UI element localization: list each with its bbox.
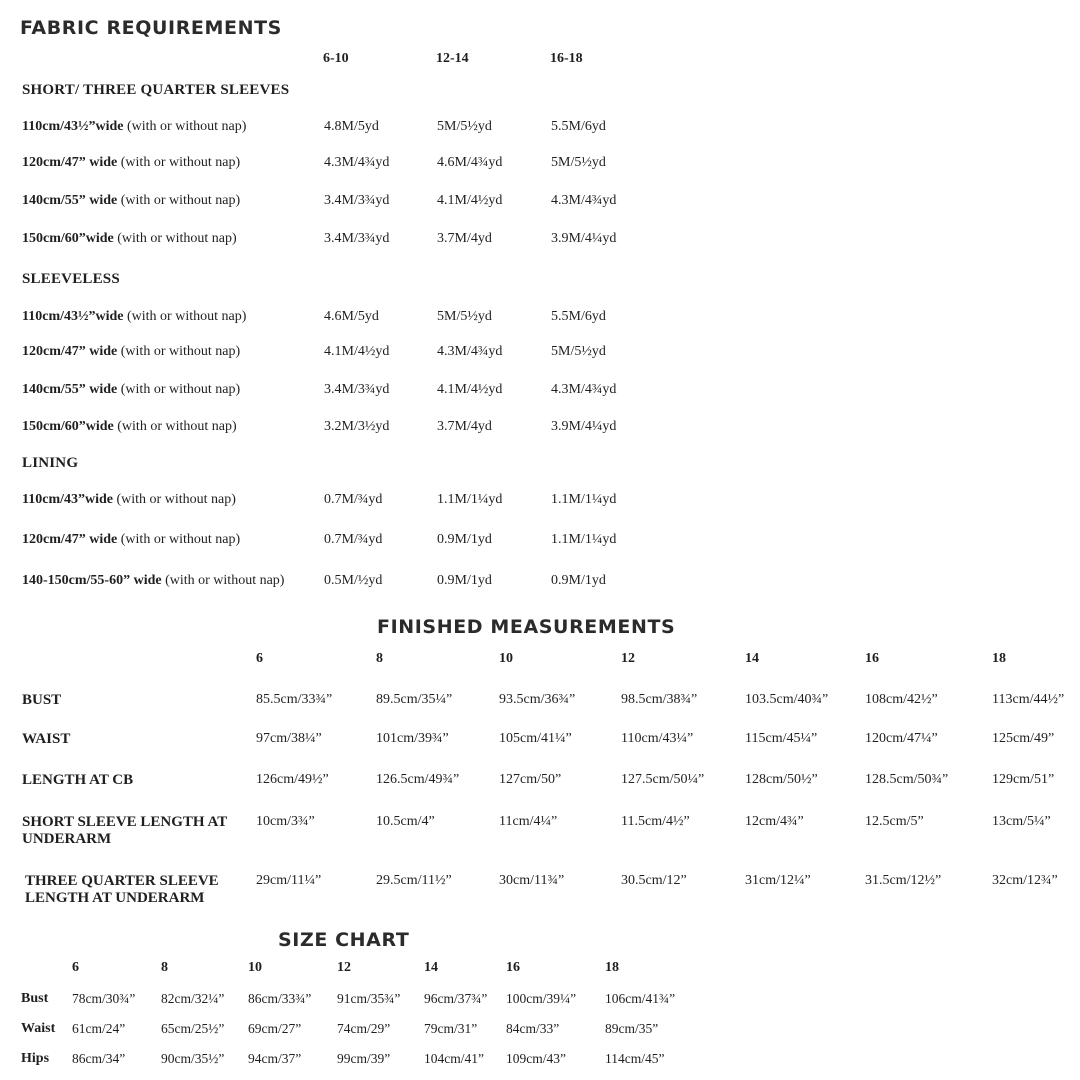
fabric-yardage-cell: 0.9M/1yd (437, 573, 492, 588)
fabric-yardage-cell: 4.3M/4¾yd (551, 382, 617, 397)
nap-note: (with or without nap) (123, 309, 247, 324)
measurement-label: UNDERARM (22, 831, 112, 847)
measurement-cell: 13cm/5¼” (992, 814, 1051, 829)
size-chart-cell: 91cm/35¾” (337, 991, 401, 1006)
size-chart-cell: 114cm/45” (605, 1051, 665, 1066)
fabric-yardage-cell: 3.2M/3½yd (324, 419, 390, 434)
fabric-section-title: SHORT/ THREE QUARTER SLEEVES (22, 82, 290, 98)
size-chart-header: 12 (337, 960, 351, 975)
measurement-cell: 128cm/50½” (745, 772, 818, 787)
size-chart-cell: 69cm/27” (248, 1021, 302, 1036)
fabric-width: 120cm/47” wide (22, 344, 118, 359)
fabric-yardage-cell: 1.1M/1¼yd (551, 492, 617, 507)
size-chart-cell: 82cm/32¼” (161, 991, 225, 1006)
measurement-cell: 125cm/49” (992, 731, 1055, 746)
size-chart-label: Bust (21, 991, 49, 1006)
fabric-width: 150cm/60”wide (22, 231, 114, 246)
measurement-cell: 32cm/12¾” (992, 873, 1058, 888)
measurement-cell: 29.5cm/11½” (376, 873, 452, 888)
measurement-cell: 108cm/42½” (865, 692, 938, 707)
measurement-cell: 105cm/41¼” (499, 731, 572, 746)
size-chart-cell: 94cm/37” (248, 1051, 302, 1066)
measurement-label: THREE QUARTER SLEEVE (25, 873, 219, 889)
nap-note: (with or without nap) (117, 532, 241, 547)
size-chart-cell: 65cm/25½” (161, 1021, 225, 1036)
fabric-width-label (22, 231, 237, 247)
nap-note: (with or without nap) (161, 573, 285, 588)
measurement-cell: 110cm/43¼” (621, 731, 694, 746)
measurement-cell: 29cm/11¼” (256, 873, 322, 888)
fabric-size-header: 16-18 (550, 51, 583, 66)
fabric-yardage-cell: 5M/5½yd (437, 119, 492, 134)
fabric-width-label (22, 382, 240, 398)
measurement-cell: 129cm/51” (992, 772, 1055, 787)
fabric-width: 110cm/43”wide (22, 492, 113, 507)
fabric-width-label (22, 419, 237, 435)
size-chart-cell: 109cm/43” (506, 1051, 566, 1066)
fabric-width: 140cm/55” wide (22, 382, 118, 397)
measurement-cell: 101cm/39¾” (376, 731, 449, 746)
nap-note: (with or without nap) (117, 155, 241, 170)
fabric-width-label (22, 155, 240, 171)
size-chart-cell: 61cm/24” (72, 1021, 126, 1036)
measurement-label: LENGTH AT UNDERARM (25, 890, 205, 906)
measurement-cell: 10cm/3¾” (256, 814, 315, 829)
fabric-width: 120cm/47” wide (22, 155, 118, 170)
measurement-cell: 31cm/12¼” (745, 873, 811, 888)
size-chart-cell: 90cm/35½” (161, 1051, 225, 1066)
fabric-yardage-cell: 1.1M/1¼yd (437, 492, 503, 507)
measurement-cell: 85.5cm/33¾” (256, 692, 333, 707)
measurement-cell: 113cm/44½” (992, 692, 1065, 707)
finished-size-header: 14 (745, 651, 759, 666)
measurement-label: WAIST (22, 731, 71, 747)
fabric-yardage-cell: 5M/5½yd (551, 344, 606, 359)
fabric-yardage-cell: 4.1M/4½yd (437, 382, 503, 397)
fabric-yardage-cell: 0.9M/1yd (437, 532, 492, 547)
fabric-yardage-cell: 5.5M/6yd (551, 309, 606, 324)
size-chart-cell: 89cm/35” (605, 1021, 659, 1036)
size-chart-cell: 106cm/41¾” (605, 991, 676, 1006)
size-chart-cell: 84cm/33” (506, 1021, 560, 1036)
nap-note: (with or without nap) (123, 119, 247, 134)
size-chart-cell: 78cm/30¾” (72, 991, 136, 1006)
fabric-width: 110cm/43½”wide (22, 119, 124, 134)
fabric-width: 140cm/55” wide (22, 193, 118, 208)
fabric-width-label (22, 309, 246, 325)
fabric-yardage-cell: 3.9M/4¼yd (551, 231, 617, 246)
fabric-yardage-cell: 4.3M/4¾yd (437, 344, 503, 359)
nap-note: (with or without nap) (113, 492, 236, 507)
fabric-yardage-cell: 4.6M/4¾yd (437, 155, 503, 170)
fabric-width-label (22, 532, 240, 548)
measurement-cell: 98.5cm/38¾” (621, 692, 698, 707)
measurement-label: SHORT SLEEVE LENGTH AT (22, 814, 228, 830)
nap-note: (with or without nap) (117, 382, 241, 397)
finished-size-header: 18 (992, 651, 1006, 666)
fabric-yardage-cell: 1.1M/1¼yd (551, 532, 617, 547)
fabric-yardage-cell: 4.1M/4½yd (437, 193, 503, 208)
size-chart-cell: 79cm/31” (424, 1021, 478, 1036)
measurement-cell: 30cm/11¾” (499, 873, 565, 888)
measurement-cell: 103.5cm/40¾” (745, 692, 829, 707)
fabric-yardage-cell: 4.3M/4¾yd (324, 155, 390, 170)
fabric-yardage-cell: 4.3M/4¾yd (551, 193, 617, 208)
measurement-cell: 11cm/4¼” (499, 814, 558, 829)
fabric-section-title: SLEEVELESS (22, 271, 120, 287)
measurement-cell: 128.5cm/50¾” (865, 772, 949, 787)
measurement-cell: 115cm/45¼” (745, 731, 818, 746)
fabric-width: 120cm/47” wide (22, 532, 118, 547)
finished-size-header: 8 (376, 651, 383, 666)
size-chart-cell: 86cm/33¾” (248, 991, 312, 1006)
fabric-yardage-cell: 0.7M/¾yd (324, 532, 383, 547)
fabric-width-label (22, 344, 240, 360)
fabric-yardage-cell: 3.7M/4yd (437, 419, 492, 434)
measurement-cell: 12.5cm/5” (865, 814, 924, 829)
size-chart-cell: 96cm/37¾” (424, 991, 488, 1006)
size-chart-cell: 74cm/29” (337, 1021, 391, 1036)
size-chart-label: Waist (21, 1021, 56, 1036)
fabric-yardage-cell: 3.4M/3¾yd (324, 231, 390, 246)
measurement-cell: 89.5cm/35¼” (376, 692, 453, 707)
fabric-yardage-cell: 3.9M/4¼yd (551, 419, 617, 434)
fabric-yardage-cell: 3.7M/4yd (437, 231, 492, 246)
measurement-cell: 11.5cm/4½” (621, 814, 690, 829)
size-chart-label: Hips (21, 1051, 50, 1066)
fabric-yardage-cell: 4.1M/4½yd (324, 344, 390, 359)
size-chart-cell: 86cm/34” (72, 1051, 126, 1066)
fabric-yardage-cell: 3.4M/3¾yd (324, 193, 390, 208)
fabric-size-header: 12-14 (436, 51, 469, 66)
measurement-cell: 127cm/50” (499, 772, 562, 787)
fabric-size-header: 6-10 (323, 51, 349, 66)
measurement-cell: 126.5cm/49¾” (376, 772, 460, 787)
measurement-cell: 10.5cm/4” (376, 814, 435, 829)
measurement-cell: 31.5cm/12½” (865, 873, 942, 888)
fabric-width: 150cm/60”wide (22, 419, 114, 434)
fabric-yardage-cell: 5M/5½yd (437, 309, 492, 324)
fabric-width-label (22, 492, 236, 508)
fabric-yardage-cell: 4.6M/5yd (324, 309, 379, 324)
fabric-width: 110cm/43½”wide (22, 309, 124, 324)
finished-measurements-title: FINISHED MEASUREMENTS (377, 616, 676, 638)
size-chart-header: 10 (248, 960, 262, 975)
measurement-cell: 12cm/4¾” (745, 814, 804, 829)
size-chart-header: 18 (605, 960, 619, 975)
size-chart-header: 16 (506, 960, 520, 975)
finished-size-header: 12 (621, 651, 635, 666)
fabric-width-label (22, 573, 284, 589)
fabric-width-label (22, 193, 240, 209)
fabric-yardage-cell: 3.4M/3¾yd (324, 382, 390, 397)
nap-note: (with or without nap) (113, 231, 237, 246)
nap-note: (with or without nap) (117, 344, 241, 359)
measurement-cell: 97cm/38¼” (256, 731, 322, 746)
fabric-yardage-cell: 0.7M/¾yd (324, 492, 383, 507)
fabric-requirements-title: FABRIC REQUIREMENTS (20, 17, 282, 39)
finished-size-header: 6 (256, 651, 263, 666)
fabric-yardage-cell: 0.9M/1yd (551, 573, 606, 588)
size-chart-cell: 100cm/39¼” (506, 991, 577, 1006)
fabric-yardage-cell: 4.8M/5yd (324, 119, 379, 134)
measurement-cell: 127.5cm/50¼” (621, 772, 705, 787)
finished-size-header: 10 (499, 651, 513, 666)
size-chart-title: SIZE CHART (278, 929, 410, 951)
nap-note: (with or without nap) (117, 193, 241, 208)
fabric-yardage-cell: 5.5M/6yd (551, 119, 606, 134)
fabric-yardage-cell: 5M/5½yd (551, 155, 606, 170)
fabric-yardage-cell: 0.5M/½yd (324, 573, 383, 588)
measurement-cell: 126cm/49½” (256, 772, 329, 787)
nap-note: (with or without nap) (113, 419, 237, 434)
fabric-width: 140-150cm/55-60” wide (22, 573, 162, 588)
measurement-label: LENGTH AT CB (22, 772, 134, 788)
measurement-label: BUST (22, 692, 62, 708)
size-chart-header: 14 (424, 960, 438, 975)
fabric-width-label (22, 119, 246, 135)
size-chart-header: 6 (72, 960, 79, 975)
measurement-cell: 120cm/47¼” (865, 731, 938, 746)
size-chart-cell: 99cm/39” (337, 1051, 391, 1066)
size-chart-cell: 104cm/41” (424, 1051, 484, 1066)
fabric-section-title: LINING (22, 455, 79, 471)
measurement-cell: 30.5cm/12” (621, 873, 687, 888)
finished-size-header: 16 (865, 651, 879, 666)
measurement-cell: 93.5cm/36¾” (499, 692, 576, 707)
size-chart-header: 8 (161, 960, 168, 975)
